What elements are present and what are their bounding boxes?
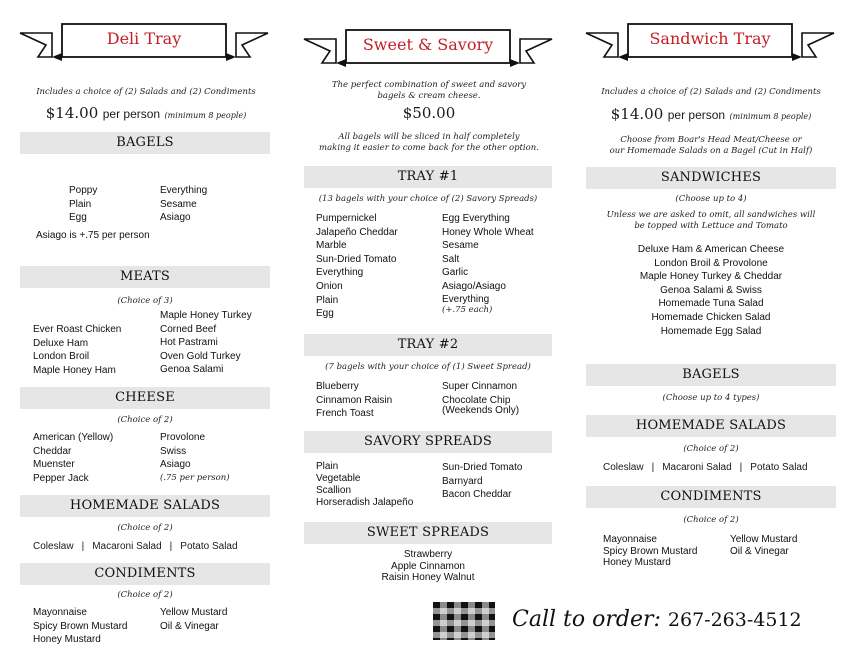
sandwich-choose-2: our Homemade Salads on a Bagel (Cut in Half) [609,146,813,156]
sandwich-salads-row [603,462,808,473]
deli-min: (minimum 8 people) [164,111,247,120]
list-item: Egg Everything [442,213,510,224]
call-to-order-label: Call to order: [512,607,661,632]
list-item: Yellow Mustard [730,534,798,545]
list-item: Coleslaw [603,462,644,473]
deli-condiments-left [33,606,127,647]
list-item: Everything [160,185,208,196]
list-item: Super Cinnamon [442,381,518,392]
list-item: Pumpernickel [316,213,377,224]
sandwich-price: $14.00 [610,105,664,123]
call-to-order [512,607,802,632]
sandwich-tray-title: Sandwich Tray [649,29,771,48]
list-item: London Broil [33,351,90,363]
list-item: Mayonnaise [603,534,657,545]
deli-meats-header [20,266,270,288]
tray1-header [304,166,552,188]
deli-bagels-left [69,184,97,225]
list-item: Apple Cinnamon [391,560,465,572]
deli-meats-heading: MEATS [119,269,171,284]
list-item: Scallion [316,485,352,496]
deli-meats-left [33,323,121,377]
sandwiches-header [586,167,836,189]
deli-bagels-heading: BAGELS [116,135,174,150]
savory-spreads-header [304,431,552,453]
list-item: Sun-Dried Tomato [442,462,523,473]
savory-spreads-right [442,461,522,502]
list-item: Vegetable [316,473,361,484]
list-item: Oil & Vinegar [160,620,219,632]
list-item: Oil & Vinegar [730,545,789,557]
separator: | [81,541,85,552]
list-item: Egg [316,308,334,320]
deli-salads-choice: (Choice of 2) [117,523,173,533]
list-item: Onion [316,280,343,292]
sandwich-per: per person [667,108,726,122]
deli-salads-heading: HOMEMADE SALADS [69,498,221,513]
list-item: Pepper Jack [33,472,89,484]
savory-spreads-heading: SAVORY SPREADS [363,434,492,449]
list-item: Chocolate Chip [442,394,511,406]
sandwich-min: (minimum 8 people) [729,112,812,121]
tray1-choice: (13 bagels with your choice of (2) Savory Spreads) [318,194,538,204]
tray1-note: (+.75 each) [442,305,493,315]
sweet-spreads-heading: SWEET SPREADS [366,525,490,540]
list-item: Asiago/Asiago [442,280,506,292]
list-item: Jalapeño Cheddar [316,226,398,238]
deli-condiments-header [20,563,270,585]
list-item: Mayonnaise [33,607,87,618]
list-item: Potato Salad [180,541,238,552]
sandwich-bagels-choice: (Choose up to 4 types) [662,393,760,403]
sandwich-salads-choice: (Choice of 2) [683,444,739,454]
list-item: Cinnamon Raisin [316,394,393,406]
list-item: Yellow Mustard [160,607,228,618]
tray1-left [316,212,398,321]
sandwich-bagels-header [586,364,836,386]
sweet-slice-1: All bagels will be sliced in half completely [338,132,520,142]
list-item: Plain [316,294,339,306]
list-item: French Toast [316,408,374,420]
sandwiches-list [586,243,836,338]
sweet-slice-2: making it easier to come back for the other option. [319,143,539,153]
list-item: Cheddar [33,445,72,457]
list-item: Asiago [160,212,191,224]
tray2-heading: TRAY #2 [397,337,459,352]
sandwich-salads-heading: HOMEMADE SALADS [635,418,787,433]
sweet-spreads-list [304,549,552,584]
sandwich-choose-1: Choose from Boar's Head Meat/Cheese or [620,135,802,145]
tray2-header [304,334,552,356]
deli-meats-choice: (Choice of 3) [117,296,173,306]
deli-cheese-note: (.75 per person) [160,473,230,483]
list-item: Barnyard [442,475,483,487]
sweet-intro-2: bagels & cream cheese. [377,91,481,101]
sandwiches-note-2: be topped with Lettuce and Tomato [634,221,788,231]
savory-spreads-left [316,461,413,509]
phone-number[interactable]: 267-263-4512 [667,609,802,631]
list-item: Blueberry [316,381,359,392]
sandwich-condiments-right [730,534,797,557]
list-item: Sesame [442,240,479,252]
sweet-savory-title: Sweet & Savory [362,35,494,54]
tray1-right [442,212,534,305]
separator: | [651,462,655,473]
list-item: Potato Salad [750,462,808,473]
list-item: Spicy Brown Mustard [603,545,698,557]
tray2-choice: (7 bagels with your choice of (1) Sweet Spread) [325,362,531,372]
tray2-left [316,380,392,421]
list-item: Marble [316,240,347,252]
list-item: (Weekends Only) [442,404,520,416]
deli-cheese-right [160,431,205,472]
deli-cheese-heading: CHEESE [115,390,175,405]
deli-price: $14.00 [45,104,99,122]
list-item: Asiago [160,459,191,471]
deli-cheese-left [33,431,113,485]
deli-price-line [20,104,272,123]
deli-per: per person [102,107,161,121]
sandwiches-heading: SANDWICHES [660,170,762,185]
list-item: Hot Pastrami [160,337,218,349]
list-item: Provolone [160,432,206,443]
sandwich-condiments-heading: CONDIMENTS [660,489,762,504]
buffalo-check-graphic [433,602,495,640]
deli-condiments-choice: (Choice of 2) [117,590,173,600]
separator: | [169,541,173,552]
list-item: Genoa Salami [160,364,224,376]
list-item: Homemade Chicken Salad [651,311,771,323]
list-item: Strawberry [403,549,453,560]
list-item: Spicy Brown Mustard [33,620,128,632]
list-item: Garlic [442,267,469,279]
list-item: Everything [442,293,490,305]
list-item: Plain [69,198,92,210]
list-item: Sesame [160,198,197,210]
deli-asiago-note: Asiago is +.75 per person [36,230,150,241]
list-item: Horseradish Jalapeño [316,497,414,508]
deli-cheese-choice: (Choice of 2) [117,415,173,425]
list-item: Maple Honey Turkey [160,310,252,321]
list-item: Maple Honey Turkey & Cheddar [639,271,783,283]
list-item: Maple Honey Ham [33,364,116,376]
deli-tray-column [0,0,290,661]
list-item: Salt [442,253,460,265]
deli-intro: Includes a choice of (2) Salads and (2) Condiments [36,87,256,97]
deli-salads-row [33,541,238,552]
sandwich-price-line [586,105,836,124]
separator: | [739,462,743,473]
deli-tray-title: Deli Tray [106,29,182,48]
deli-salads-header [20,495,270,517]
sweet-spreads-header [304,522,552,544]
deli-tray-banner [18,20,270,62]
list-item: Swiss [160,445,187,457]
sandwich-condiments-choice: (Choice of 2) [683,515,739,525]
list-item: Macaroni Salad [662,462,732,473]
list-item: Poppy [69,185,98,196]
list-item: Oven Gold Turkey [160,350,241,362]
sweet-price-line [304,104,554,123]
sandwich-bagels-heading: BAGELS [682,367,740,382]
list-item: Honey Whole Wheat [442,226,534,238]
list-item: Homemade Egg Salad [660,325,762,337]
tray1-heading: TRAY #1 [397,169,459,184]
sandwich-tray-banner [584,20,836,62]
deli-cheese-header [20,387,270,409]
tray2-right [442,380,519,416]
sandwiches-choice: (Choose up to 4) [675,194,747,204]
list-item: Sun-Dried Tomato [316,253,397,265]
deli-bagels-header [20,132,270,154]
sandwich-condiments-header [586,486,836,508]
list-item: Coleslaw [33,541,74,552]
list-item: Deluxe Ham & American Cheese [637,244,785,255]
list-item: Muenster [33,459,75,471]
list-item: American (Yellow) [33,432,114,443]
list-item: Bacon Cheddar [442,489,512,501]
list-item: Macaroni Salad [92,541,162,552]
sandwich-intro: Includes a choice of (2) Salads and (2) Condiments [601,87,821,97]
sandwich-condiments-left [603,534,697,569]
list-item: Ever Roast Chicken [33,324,122,335]
sweet-price: $50.00 [402,104,456,122]
sandwiches-note-1: Unless we are asked to omit, all sandwiches will [606,210,816,220]
sweet-savory-column [290,0,570,661]
list-item: Honey Mustard [33,634,101,646]
sweet-savory-banner [302,26,554,68]
list-item: Genoa Salami & Swiss [660,284,762,296]
sandwich-salads-header [586,415,836,437]
list-item: Egg [69,212,87,224]
list-item: London Broil & Provolone [654,257,768,269]
list-item: Deluxe Ham [33,337,89,349]
deli-condiments-heading: CONDIMENTS [94,566,196,581]
list-item: Everything [316,267,364,279]
list-item: Homemade Tuna Salad [658,298,764,310]
deli-meats-right [160,309,252,377]
list-item: Plain [316,461,339,472]
list-item: Honey Mustard [603,557,671,568]
deli-condiments-right [160,606,227,633]
sweet-intro-1: The perfect combination of sweet and savory [331,80,527,90]
list-item: Raisin Honey Walnut [381,572,475,583]
list-item: Corned Beef [160,323,217,335]
sandwich-tray-column [570,0,855,661]
deli-bagels-right [160,184,207,225]
